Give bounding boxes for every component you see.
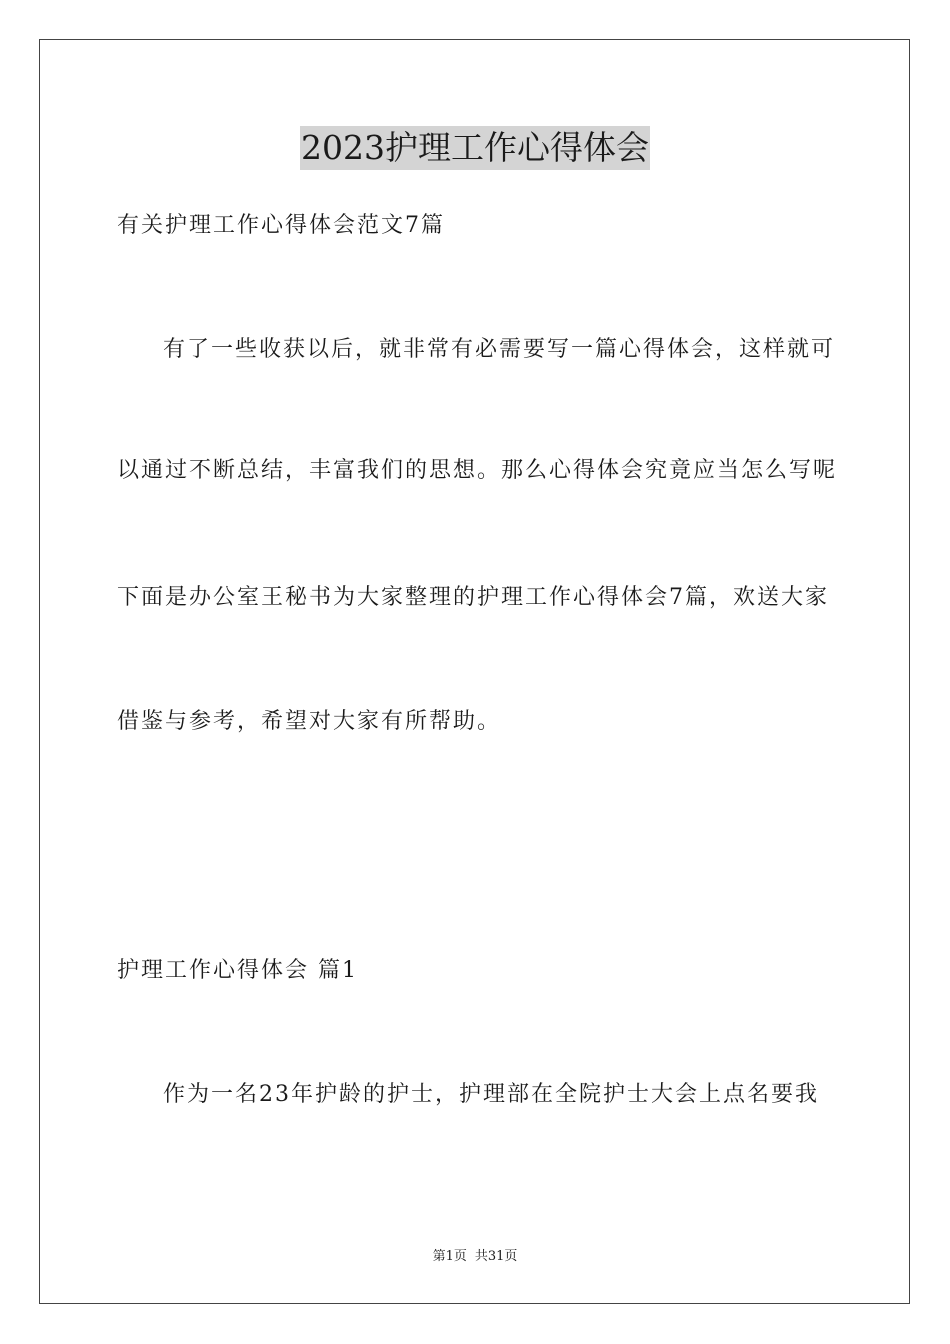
intro-line-2: 以通过不断总结，丰富我们的思想。那么心得体会究竟应当怎么写呢 [117,458,838,483]
current-page-label: 第1页 [432,1249,467,1264]
section-first-line: 作为一名23年护龄的护士，护理部在全院护士大会上点名要我 [163,1082,819,1107]
document-title: 2023护理工作心得体会 [300,126,650,170]
total-pages-label: 共31页 [474,1249,518,1264]
title-container [0,126,950,170]
intro-line-4: 借鉴与参考，希望对大家有所帮助。 [117,709,502,734]
page-footer [0,1248,950,1266]
intro-line-3: 下面是办公室王秘书为大家整理的护理工作心得体会7篇，欢送大家 [117,585,829,610]
document-subtitle: 有关护理工作心得体会范文7篇 [117,213,445,238]
intro-line-1: 有了一些收获以后，就非常有必需要写一篇心得体会，这样就可 [163,337,836,362]
section-heading: 护理工作心得体会 篇1 [117,958,358,983]
